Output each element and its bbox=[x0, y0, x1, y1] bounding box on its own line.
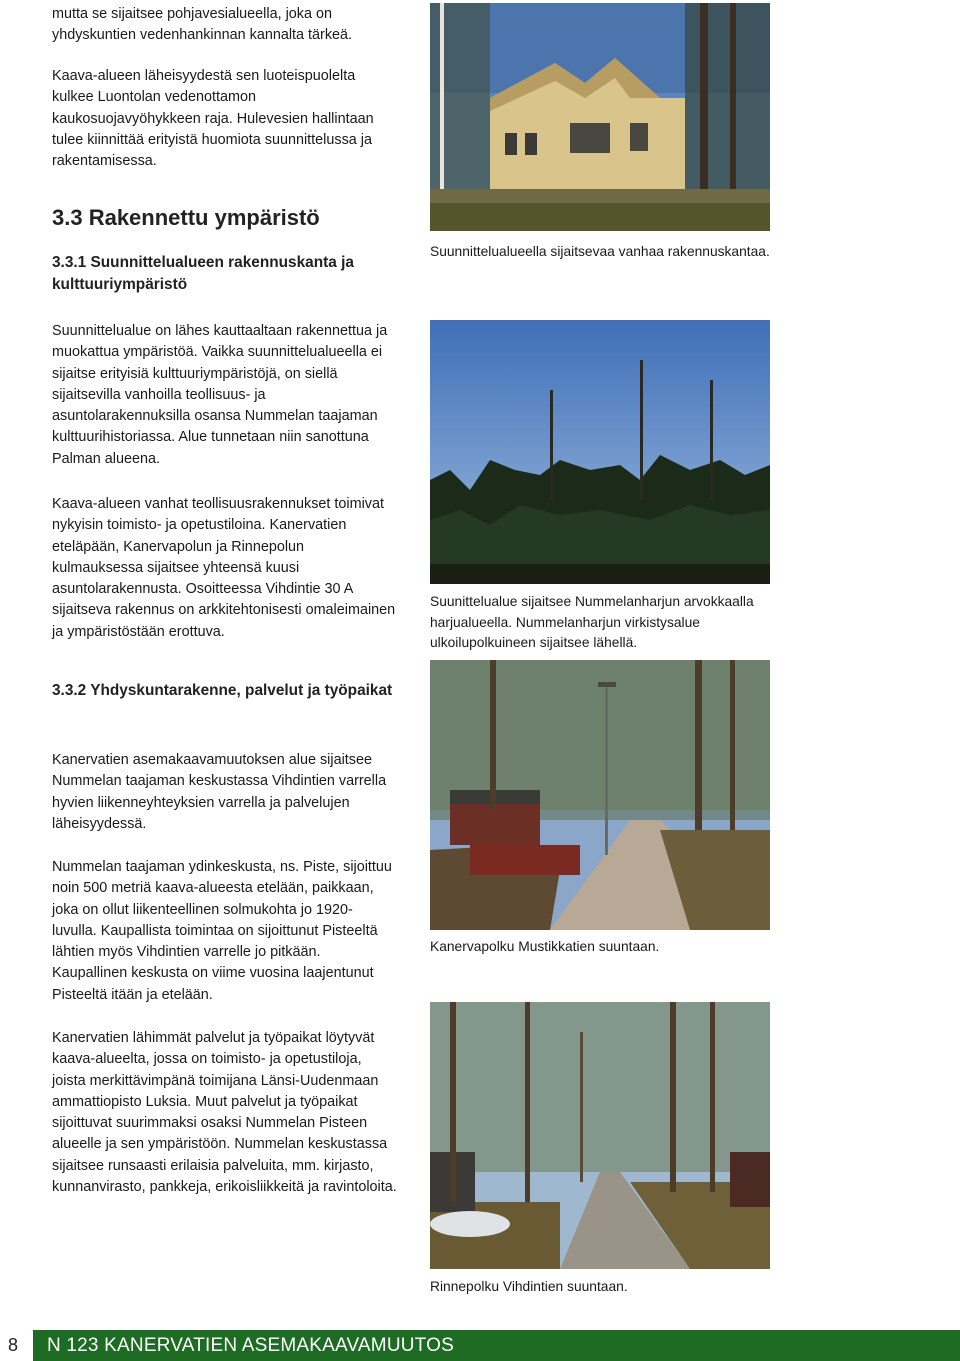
paragraph-continued: mutta se sijaitsee pohjavesialueella, joka on yhdyskuntien vedenhankinnan kannalta tärkeä. bbox=[52, 6, 353, 44]
paragraph-piste: Nummelan taajaman ydinkeskusta, ns. Piste, sijoittuu noin 500 metriä kaava-alueesta etelään, paikkaan, joka on ollut liikenteellinen solmukohta jo 1920-luvulla. Kaupallista toimintaa on sijoittunut Pisteeltä lähtien myös Vihdintien varrelle jo pitkään. Kaupallinen keskusta on viime vuosina laajentunut Pisteeltä itään ja etelään. bbox=[52, 859, 392, 1003]
photo-old-building bbox=[430, 3, 770, 231]
photo-rinnepolku bbox=[430, 1002, 770, 1269]
caption-1: Suunnittelualueella sijaitsevaa vanhaa rakennuskantaa. bbox=[430, 244, 770, 259]
caption-2: Suunittelualue sijaitsee Nummelanharjun arvokkaalla harjualueella. Nummelanharjun virkistysalue ulkoilupolkuineen sijaitsee lähellä. bbox=[430, 594, 754, 650]
photo-pine-forest bbox=[430, 320, 770, 584]
paragraph-hulevesi: Kaava-alueen läheisyydestä sen luoteispuolelta kulkee Luontolan vedenottamon kaukosuojavyöhykkeen raja. Hulevesien hallintaan tulee kiinnittää erityistä huomiota suunnittelussa ja rakentamisessa. bbox=[52, 68, 374, 170]
footer-title-bar bbox=[33, 1330, 960, 1361]
footer-title: N 123 KANERVATIEN ASEMAKAAVAMUUTOS bbox=[47, 1335, 454, 1356]
caption-4: Rinnepolku Vihdintien suuntaan. bbox=[430, 1279, 628, 1294]
heading-3-3: 3.3 Rakennettu ympäristö bbox=[52, 205, 320, 230]
paragraph-yhdyskunta: Kanervatien asemakaavamuutoksen alue sijaitsee Nummelan taajaman keskustassa Vihdintien varrella hyvien liikenneyhteyksien varrella ja palvelujen läheisyydessä. bbox=[52, 752, 387, 832]
photo-kanervapolku bbox=[430, 660, 770, 930]
caption-3: Kanervapolku Mustikkatien suuntaan. bbox=[430, 939, 660, 954]
paragraph-rakennettu: Suunnittelualue on lähes kauttaaltaan rakennettua ja muokattua ympäristöä. Vaikka suunnittelualueella ei sijaitse erityisiä kulttuuriympäristöjä, on siellä sijaitsevilla vanhoilla teollisuus- ja asuntolarakennuksilla osansa Nummelan taajaman kulttuurihistoriassa. Alue tunnetaan niin sanottuna Palman alueena. bbox=[52, 323, 388, 467]
page-number: 8 bbox=[7, 1335, 18, 1355]
heading-3-3-2: 3.3.2 Yhdyskuntarakenne, palvelut ja työpaikat bbox=[52, 682, 393, 699]
paragraph-teollisuus: Kaava-alueen vanhat teollisuusrakennukset toimivat nykyisin toimisto- ja opetustiloina. Kanervatien eteläpään, Kanervapolun ja Rinnepolun kulmauksessa sijaitsee yhteensä kuusi asuntolarakennusta. Osoitteessa Vihdintie 30 A sijaitseva rakennus on arkkitehtonisesti omaleimainen ja ympäristöstään erottuva. bbox=[52, 496, 396, 640]
heading-3-3-1: 3.3.1 Suunnittelualueen rakennuskanta ja kulttuuriympäristö bbox=[52, 254, 354, 293]
paragraph-palvelut: Kanervatien lähimmät palvelut ja työpaikat löytyvät kaava-alueelta, jossa on toimisto- ja opetustiloja, joista merkittävimpänä toimijana Länsi-Uudenmaan ammattiopisto Luksia. Muut palvelut ja työpaikat sijoittuvat suurimmaksi osaksi Nummelan Pisteen alueelle ja sen ympäristöön. Nummelan keskustassa sijaitsee runsaasti erilaisia palveluita, mm. kirjasto, kunnanvirasto, pankkeja, erikoisliikkeitä ja ravintoloita. bbox=[52, 1030, 397, 1196]
